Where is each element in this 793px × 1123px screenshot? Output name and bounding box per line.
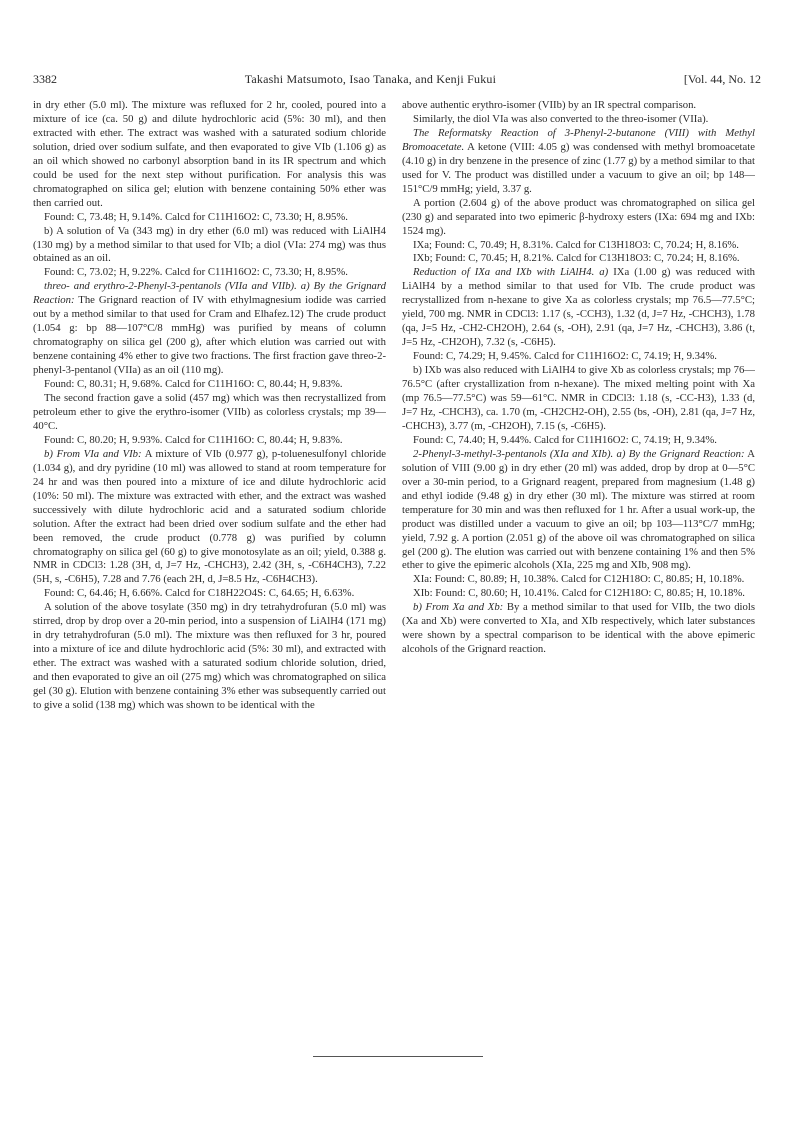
paragraph: Found: C, 80.20; H, 9.93%. Calcd for C11H16O: C, 80.44; H, 9.83%. bbox=[44, 433, 343, 446]
paragraph: above authentic erythro-isomer (VIIb) by an IR spectral comparison. bbox=[402, 99, 697, 111]
paragraph: Similarly, the diol VIa was also converted to the threo-isomer (VIIa). bbox=[413, 112, 709, 125]
section-heading: threo- and erythro-2-Phenyl-3-pentanols (VIIa and VIIb). a) By the Grignard Reaction: bbox=[33, 280, 386, 307]
paragraph: threo- and erythro-2-Phenyl-3-pentanols (VIIa and VIIb). a) By the Grignard Reaction: The Grignard reaction of IV with ethylmagnesium iodide was carried out by a method similar to that used for Cram and Elhafez.12) The crude product (1.054 g: bp 88—107°C/8 mmHg) was purified by means of column chromatography on silica gel (200 g), after which elution was carried out with benzene containing 4% ether to give two fractions. The first fraction gave threo-2-phenyl-3-pentanol (VIIa) as an oil (110 mg). bbox=[33, 280, 386, 377]
paragraph: Found: C, 73.48; H, 9.14%. Calcd for C11H16O2: C, 73.30; H, 8.95%. bbox=[44, 210, 348, 223]
right-column bbox=[402, 99, 755, 657]
page-header bbox=[33, 72, 761, 88]
page-number: 3382 bbox=[33, 72, 57, 86]
paragraph: b) From Xa and Xb: By a method similar to that used for VIIb, the two diols (Xa and Xb) were converted to XIa, and XIb respectively, which later substances were shown by a spectral comparison to be identical with the above epimeric alcohols of the Grignard reaction. bbox=[402, 601, 755, 656]
section-heading: b) From Xa and Xb: bbox=[413, 601, 504, 614]
section-heading: 2-Phenyl-3-methyl-3-pentanols (XIa and XIb). a) By the Grignard Reaction: bbox=[413, 447, 745, 460]
paragraph: XIa: Found: C, 80.89; H, 10.38%. Calcd for C12H18O: C, 80.85; H, 10.18%. bbox=[413, 573, 745, 586]
paragraph: Found: C, 73.02; H, 9.22%. Calcd for C11H16O2: C, 73.30; H, 8.95%. bbox=[44, 266, 348, 279]
paragraph: Reduction of IXa and IXb with LiAlH4. a) IXa (1.00 g) was reduced with LiAlH4 by a method similar to that used for VIb. The crude product was recrystallized from n-hexane to give Xa as colorless crystals; mp 76.5—77.5°C; yield, 700 mg. NMR in CDCl3: 1.17 (s, -CCH3), 1.32 (d, J=7 Hz, -CHCH3), 1.78 (qa, J=5 Hz, -CH2-CH2OH), 2.64 (s, -OH), 2.91 (qa, J=7 Hz, -CHCH3), 3.86 (t, J=5 Hz, -CH2OH), 7.32 (s, -C6H5). bbox=[402, 266, 756, 349]
paragraph: in dry ether (5.0 ml). The mixture was refluxed for 2 hr, cooled, poured into a mixture of ice (ca. 50 g) and dilute hydrochloric acid (5%: 30 ml), and then extracted with ether. The extract was washed with a saturated sodium chloride solution, dried over sodium sulfate, and then evaporated to give VIb (1.106 g) as an oil which showed no carbonyl absorption band in its IR spectrum and which could be used for the next step without purification. For analysis this was chromatographed on silica gel; elution with benzene containing 50% ether was then carried out. bbox=[33, 99, 386, 209]
section-heading: Reduction of IXa and IXb with LiAlH4. a) bbox=[413, 266, 609, 279]
paragraph: The Reformatsky Reaction of 3-Phenyl-2-butanone (VIII) with Methyl Bromoacetate. A ketone (VIII: 4.05 g) was condensed with methyl bromoacetate (4.10 g) in dry benzene in the presence of zinc (1.77 g) by a method similar to that used for V. The product was distilled under a vacuum to give an oil; bp 148—151°C/9 mmHg; yield, 3.37 g. bbox=[402, 126, 755, 195]
left-column bbox=[33, 99, 386, 713]
paragraph: 2-Phenyl-3-methyl-3-pentanols (XIa and XIb). a) By the Grignard Reaction: A solution of VIII (9.00 g) in dry ether (20 ml) was added, drop by drop at 0—5°C over a 30-min period, to a Grignard reagent, prepared from magnesium (1.48 g) and ethyl iodide (9.48 g) in dry ether (30 ml). The mixture was stirred at room temperature for 30 min and was then refluxed for 1 hr. After a usual work-up, the product was distilled under a vacuum to give an oil; bp 103—113°C/7 mmHg; yield, 7.92 g. A portion (2.051 g) of the above oil was chromatographed on silica gel (200 g). The elution was carried out with benzene containing 1% and then 5% ether to give the epimeric alcohols (XIa, 225 mg and XIb, 908 mg). bbox=[402, 447, 755, 572]
paragraph: b) From VIa and VIb: A mixture of VIb (0.977 g), p-toluenesulfonyl chloride (1.034 g), and dry pyridine (10 ml) was allowed to stand at room temperature for 24 hr and was then poured into a mixture of ice and dilute hydrochloric acid (10%: 50 ml). The mixture was extracted with ether, and the extract was washed successively with dilute hydrochloric acid and a saturated sodium chloride solution. After the extract had been dried over sodium sulfate and the ether had been removed, the crude product (0.778 g) was purified by column chromatography on silica gel (60 g) to give monotosylate as an oil; yield, 0.388 g. NMR in CDCl3: 1.28 (3H, d, J=7 Hz, -CHCH3), 2.42 (3H, s, -C6H4CH3), 7.22 (5H, s, -C6H5), 7.28 and 7.76 (each 2H, d, J=8.5 Hz, -C6H4CH3). bbox=[33, 447, 386, 586]
paragraph: Found: C, 64.46; H, 6.66%. Calcd for C18H22O4S: C, 64.65; H, 6.63%. bbox=[44, 587, 355, 600]
paragraph: Found: C, 80.31; H, 9.68%. Calcd for C11H16O: C, 80.44; H, 9.83%. bbox=[44, 378, 343, 391]
paragraph: b) A solution of Va (343 mg) in dry ether (6.0 ml) was reduced with LiAlH4 (130 mg) by a method similar to that used for VIb; a diol (VIa: 274 mg) was thus obtained as an oil. bbox=[33, 224, 386, 265]
paragraph: XIb: Found: C, 80.60; H, 10.41%. Calcd for C12H18O: C, 80.85; H, 10.18%. bbox=[413, 587, 745, 600]
paragraph: IXb; Found: C, 70.45; H, 8.21%. Calcd for C13H18O3: C, 70.24; H, 8.16%. bbox=[413, 252, 740, 265]
section-heading: The Reformatsky Reaction of 3-Phenyl-2-butanone (VIII) with Methyl Bromoacetate. bbox=[402, 126, 755, 153]
section-heading: b) From VIa and VIb: bbox=[44, 447, 142, 460]
volume-info: [Vol. 44, No. 12 bbox=[683, 72, 761, 86]
paragraph: The second fraction gave a solid (457 mg) which was then recrystallized from petroleum ether to give the erythro-isomer (VIIb) as colorless crystals; mp 39—40°C. bbox=[33, 392, 386, 432]
paragraph: b) IXb was also reduced with LiAlH4 to give Xb as colorless crystals; mp 76—76.5°C (after crystallization from n-hexane). The mixed melting point with Xa (mp 76.5—77.5°C) was 59—61°C. NMR in CDCl3: 1.18 (s, -CC-H3), 1.33 (d, J=7 Hz, -CHCH3), ca. 1.70 (m, -CH2CH2-OH), 2.55 (bs, -OH), 2.81 (qa, J=7 Hz, -CHCH3), 3.77 (m, -CH2OH), 7.15 (s, -C6H5). bbox=[402, 364, 755, 432]
footer-rule bbox=[313, 1056, 483, 1057]
paragraph: IXa; Found: C, 70.49; H, 8.31%. Calcd for C13H18O3: C, 70.24; H, 8.16%. bbox=[413, 238, 739, 251]
paragraph: Found: C, 74.40; H, 9.44%. Calcd for C11H16O2: C, 74.19; H, 9.34%. bbox=[413, 433, 717, 446]
paragraph: A solution of the above tosylate (350 mg) in dry tetrahydrofuran (5.0 ml) was stirred, drop by drop over a 20-min period, into a suspension of LiAlH4 (171 mg) in dry tetrahydrofuran (5.0 ml). The mixture was then refluxed for 3 hr, poured into a mixture of ice and dilute hydrochloric acid (5%: 30 ml), and extracted with ether. The extract was washed with a saturated sodium chloride solution, dried, and then evaporated to give an oil (275 mg) which was chromatographed on silica gel (30 g). Elution with benzene containing 3% ether was subsequently carried out to give a solid (138 mg) which was shown to be identical with the bbox=[33, 601, 386, 711]
paragraph: A portion (2.604 g) of the above product was chromatographed on silica gel (230 g) and separated into two epimeric β-hydroxy esters (IXa: 694 mg and IXb: 1524 mg). bbox=[402, 196, 755, 237]
author-line: Takashi Matsumoto, Isao Tanaka, and Kenji Fukui bbox=[244, 72, 497, 86]
paragraph: Found: C, 74.29; H, 9.45%. Calcd for C11H16O2: C, 74.19; H, 9.34%. bbox=[413, 350, 717, 363]
